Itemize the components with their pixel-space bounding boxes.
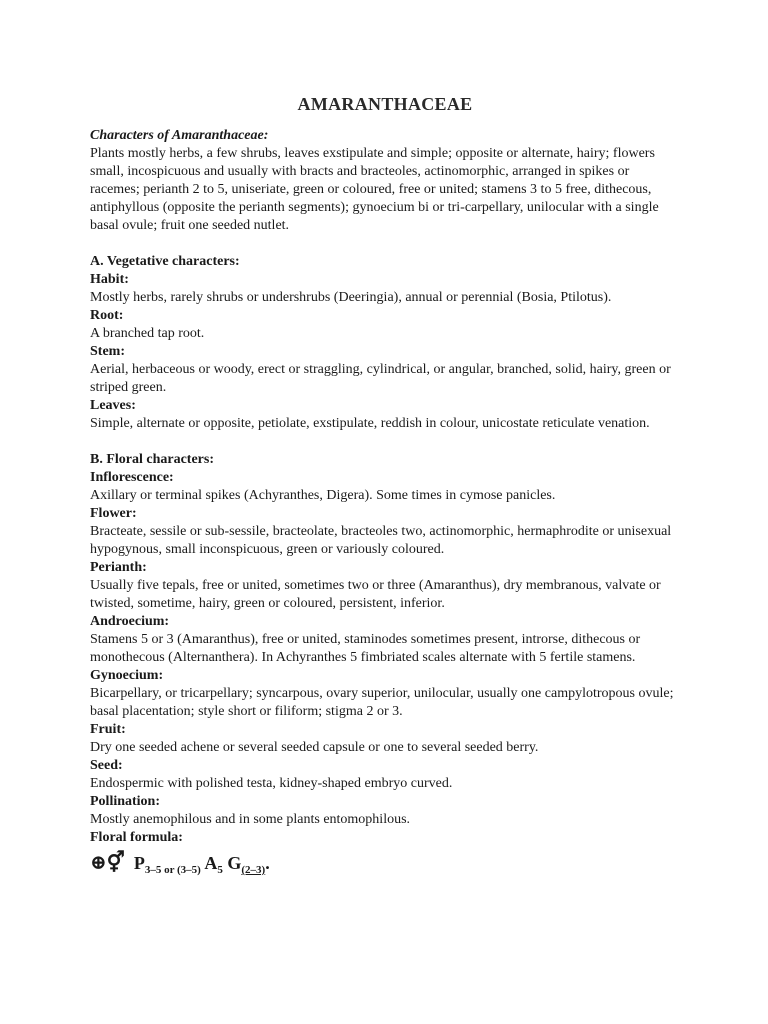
formula-a-sub: 5 (217, 864, 223, 876)
intro-text: Plants mostly herbs, a few shrubs, leaves exstipulate and simple; opposite or alternate, hairy; flowers small, incospicuous and usually with bracts and bracteoles, actinomorphic, arranged in spikes or racemes; perianth 2 to 5, uniseriate, green or coloured, free or united; stamens 3 to 5 free, dithecous, antiphyllous (opposite the perianth segments); gynoecium bi or tri-carpellary, unilocular with a single basal ovule; fruit one seeded nutlet. (90, 146, 659, 233)
stem-text: Aerial, herbaceous or woody, erect or straggling, cylindrical, or angular, branched, solid, hairy, green or striped green. (90, 362, 671, 395)
bisexual-symbol-icon: ⚥ (106, 852, 125, 874)
androecium-text: Stamens 5 or 3 (Amaranthus), free or united, staminodes sometimes present, introrse, dithecous or monothecous (Alternanthera). In Achyranthes 5 fimbriated scales alternate with 5 fertile stamens. (90, 632, 641, 665)
formula-androecium (204, 853, 223, 876)
seed-label: Seed: (90, 758, 123, 773)
root-text: A branched tap root. (90, 326, 205, 341)
formula-p-letter: P (133, 853, 145, 873)
habit-label: Habit: (90, 272, 129, 287)
formula-a-letter: A (204, 853, 218, 873)
page-title: AMARANTHACEAE (297, 94, 473, 114)
formula-gynoecium (227, 853, 270, 876)
floral-formula-label: Floral formula: (90, 830, 183, 845)
formula-end: . (265, 853, 270, 873)
inflorescence-text: Axillary or terminal spikes (Achyranthes, Digera). Some times in cymose panicles. (90, 488, 556, 503)
inflorescence-label: Inflorescence: (90, 470, 174, 485)
intro-heading: Characters of Amaranthaceae: (90, 128, 269, 143)
spacer (90, 235, 680, 253)
pollination-label: Pollination: (90, 794, 161, 809)
document-page (90, 93, 680, 882)
spacer (90, 433, 680, 451)
gynoecium-label: Gynoecium: (90, 668, 164, 683)
flower-label: Flower: (90, 506, 137, 521)
perianth-label: Perianth: (90, 560, 147, 575)
fruit-label: Fruit: (90, 722, 126, 737)
seed-text: Endospermic with polished testa, kidney-shaped embryo curved. (90, 776, 453, 791)
floral-heading: B. Floral characters: (90, 452, 215, 467)
pollination-text: Mostly anemophilous and in some plants entomophilous. (90, 812, 411, 827)
fruit-text: Dry one seeded achene or several seeded capsule or one to several seeded berry. (90, 740, 539, 755)
androecium-label: Androecium: (90, 614, 170, 629)
root-label: Root: (90, 308, 124, 323)
floral-formula (90, 851, 680, 882)
flower-text: Bracteate, sessile or sub-sessile, bracteolate, bracteoles two, actinomorphic, hermaphrodite or unisexual hypogynous, small inconspicuous, green or variously coloured. (90, 524, 672, 557)
habit-text: Mostly herbs, rarely shrubs or undershrubs (Deeringia), annual or perennial (Bosia, Ptilotus). (90, 290, 612, 305)
formula-g-letter: G (227, 853, 242, 873)
formula-perianth (133, 853, 201, 876)
perianth-text: Usually five tepals, free or united, sometimes two or three (Amaranthus), dry membranous, valvate or twisted, sometime, hairy, green or coloured, persistent, inferior. (90, 578, 661, 611)
formula-g-sub: (2–3) (241, 864, 266, 876)
leaves-label: Leaves: (90, 398, 136, 413)
gynoecium-text: Bicarpellary, or tricarpellary; syncarpous, ovary superior, unilocular, usually one campylotropous ovule; basal placentation; style short or filiform; stigma 2 or 3. (90, 686, 674, 719)
leaves-text: Simple, alternate or opposite, petiolate, exstipulate, reddish in colour, unicostate reticulate venation. (90, 416, 650, 431)
formula-p-sub: 3–5 or (3–5) (144, 864, 201, 876)
vegetative-heading: A. Vegetative characters: (90, 254, 240, 269)
actinomorphic-symbol-icon: ⊕ (90, 852, 107, 874)
stem-label: Stem: (90, 344, 125, 359)
